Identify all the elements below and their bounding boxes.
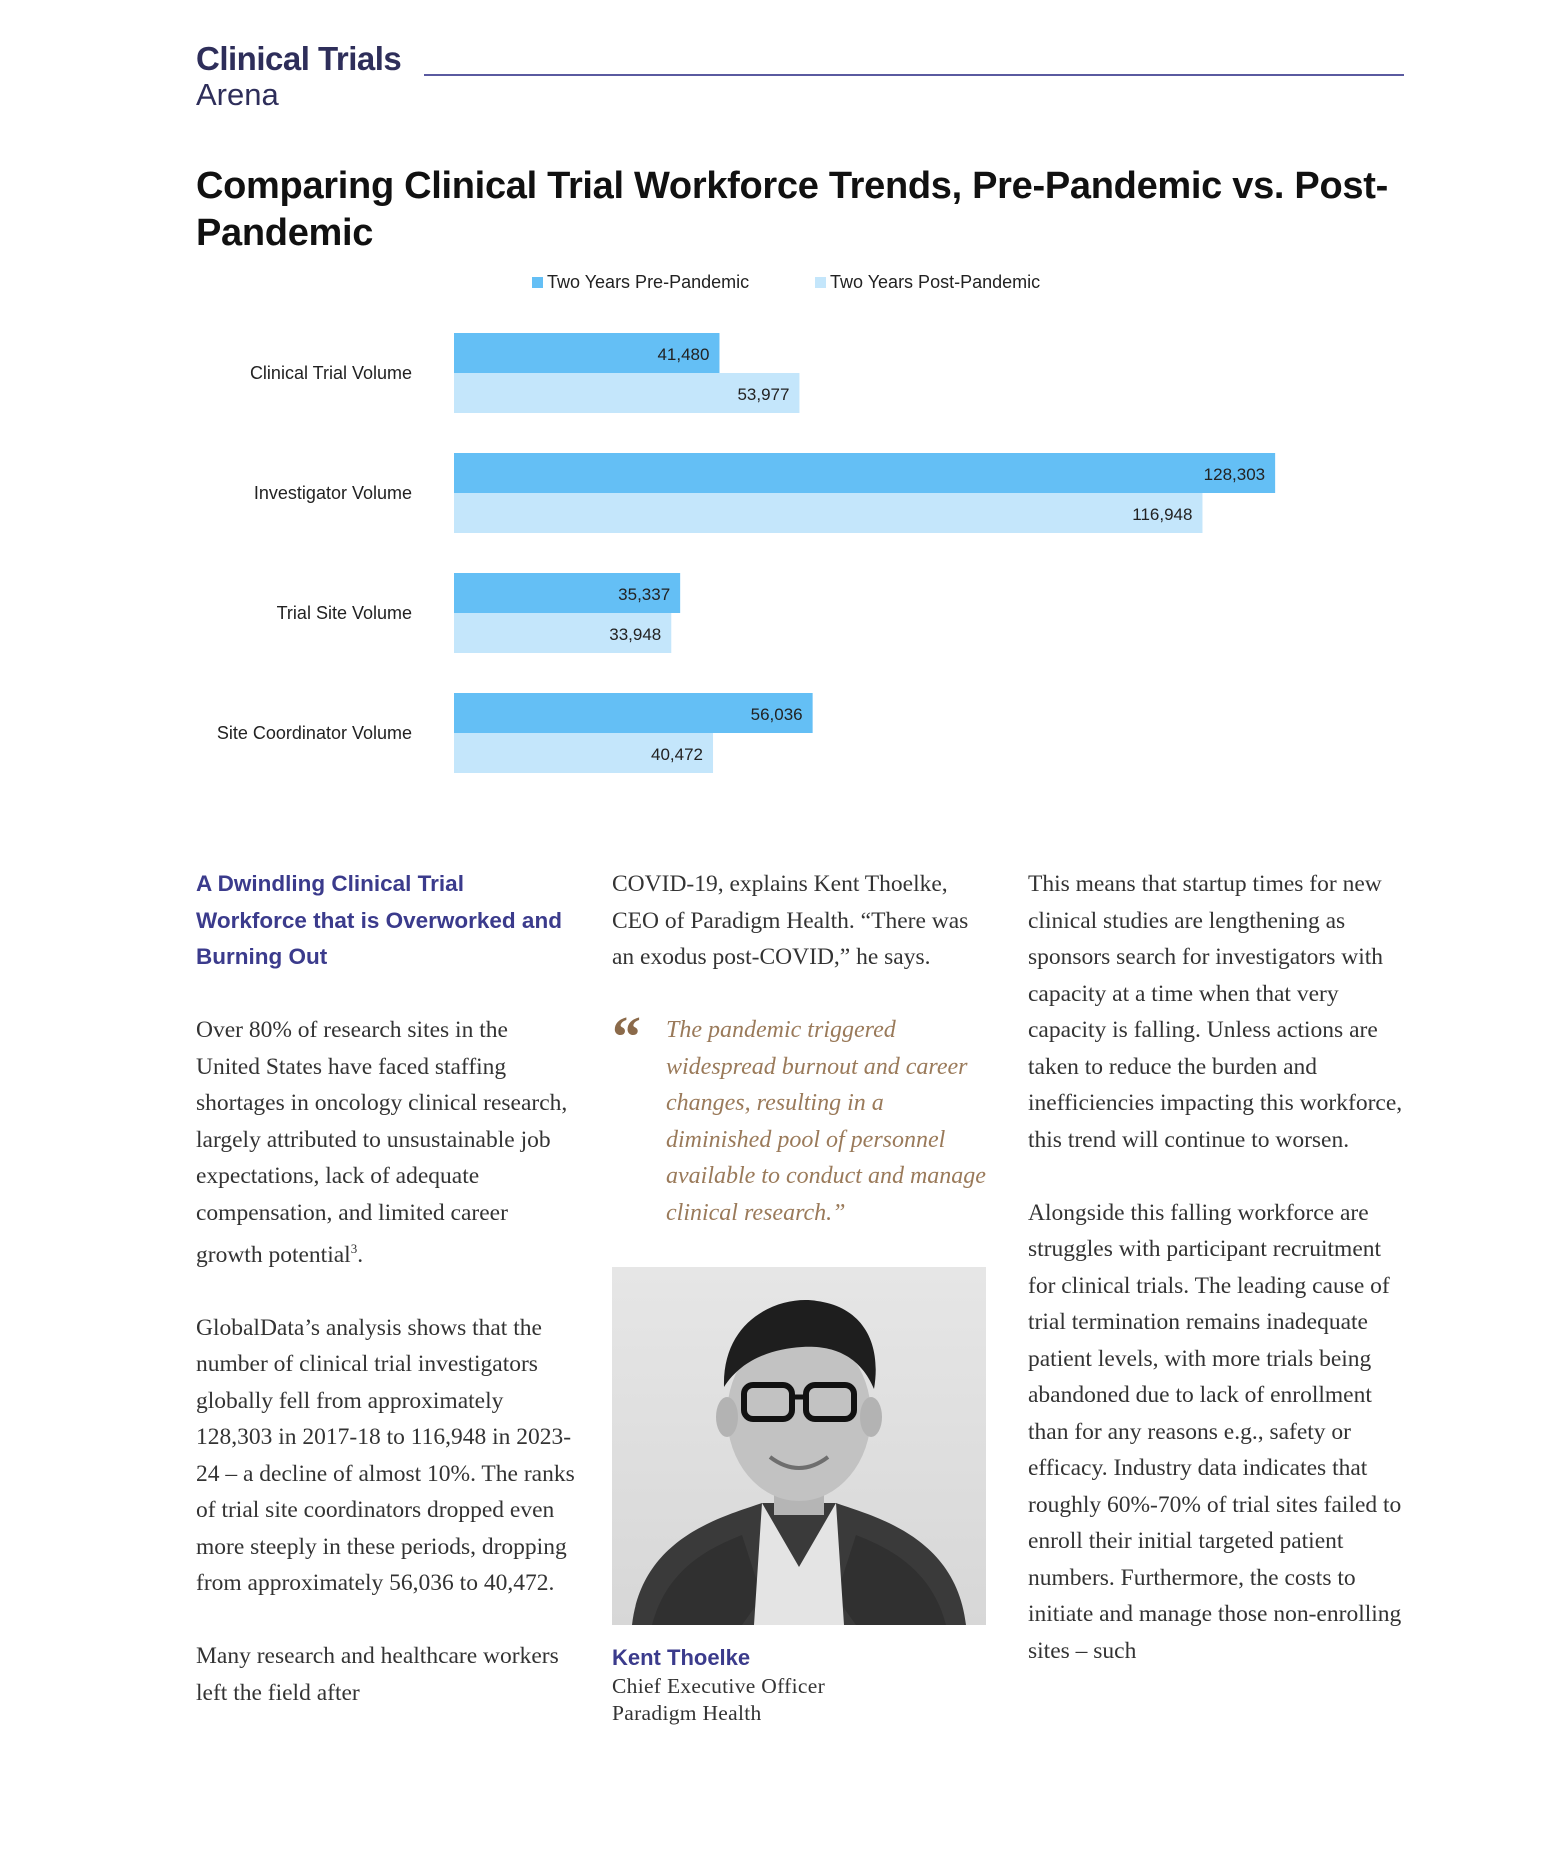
paragraph: Many research and healthcare workers left the field after	[196, 1643, 559, 1706]
header-rule	[424, 74, 1404, 76]
legend-label-1: Two Years Pre-Pandemic	[547, 272, 750, 292]
category-label: Site Coordinator Volume	[216, 723, 412, 743]
logo-line2: Arena	[196, 77, 279, 112]
logo	[196, 40, 401, 112]
portrait-photo	[612, 1267, 986, 1625]
bar	[454, 493, 1202, 533]
data-label: 35,337	[618, 585, 671, 604]
data-label: 40,472	[651, 745, 704, 764]
data-label: 128,303	[1203, 465, 1266, 484]
caption-org: Paradigm Health	[612, 1701, 762, 1725]
category-label: Investigator Volume	[253, 483, 412, 503]
category-label: Trial Site Volume	[276, 603, 412, 623]
paragraph: COVID-19, explains Kent Thoelke, CEO of Paradigm Health. “There was an exodus post-COVID,” he says.	[612, 871, 969, 970]
paragraph	[196, 1012, 576, 1273]
page-title: Comparing Clinical Trial Workforce Trends, Pre-Pandemic vs. Post-Pandemic	[196, 165, 1388, 254]
quote-mark-icon: “	[612, 1004, 641, 1069]
logo-line1: Clinical Trials	[196, 40, 402, 77]
pull-quote	[612, 1004, 992, 1231]
caption-title: Chief Executive Officer	[612, 1674, 826, 1698]
paragraph-text: Over 80% of research sites in the United States have faced staffing shortages in oncology clinical research, largely attributed to unsustainable job expectations, lack of adequate compensation, and limited career growth potential	[196, 1017, 568, 1268]
paragraph: This means that startup times for new clinical studies are lengthening as sponsors search for investigators with capacity at a time when that very capacity is falling. Unless actions are taken to reduce the burden and inefficiencies impacting this workforce, this trend will continue to worsen.	[1028, 871, 1403, 1153]
data-label: 41,480	[657, 345, 710, 364]
data-label: 53,977	[737, 385, 790, 404]
article-column-2	[612, 866, 992, 1727]
article-column-1	[196, 866, 576, 1748]
section-heading: A Dwindling Clinical Trial Workforce that is Overworked and Burning Out	[196, 871, 562, 969]
paragraph: Alongside this falling workforce are struggles with participant recruitment for clinical trials. The leading cause of trial termination remains inadequate patient levels, with more trials being abandoned due to lack of enrollment than for any reasons e.g., safety or efficacy. Industry data indicates that roughly 60%-70% of trial sites failed to enroll their initial targeted patient numbers. Furthermore, the costs to initiate and manage those non-enrolling sites – such	[1028, 1199, 1402, 1664]
paragraph-end: .	[357, 1241, 364, 1268]
legend-swatch-1	[532, 277, 543, 288]
bar-chart	[0, 265, 1546, 805]
footnote-ref[interactable]: 3	[350, 1241, 358, 1256]
quote-text: The pandemic triggered widespread burnout and career changes, resulting in a diminished pool of personnel available to conduct and manage clinical research.”	[666, 1017, 986, 1226]
portrait-illustration	[612, 1267, 986, 1625]
data-label: 56,036	[750, 705, 803, 724]
data-label: 116,948	[1132, 505, 1193, 524]
paragraph: GlobalData’s analysis shows that the number of clinical trial investigators globally fell from approximately 128,303 in 2017-18 to 116,948 in 2023-24 – a decline of almost 10%. The ranks of trial site coordinators dropped even more steeply in these periods, dropping from approximately 56,036 to 40,472.	[196, 1314, 575, 1597]
article-column-3	[1028, 866, 1413, 1706]
legend-swatch-2	[815, 277, 826, 288]
bar	[454, 453, 1275, 493]
data-label: 33,948	[609, 625, 662, 644]
category-label: Clinical Trial Volume	[249, 363, 412, 383]
legend-label-2: Two Years Post-Pandemic	[830, 272, 1041, 292]
caption-name: Kent Thoelke	[612, 1645, 751, 1670]
